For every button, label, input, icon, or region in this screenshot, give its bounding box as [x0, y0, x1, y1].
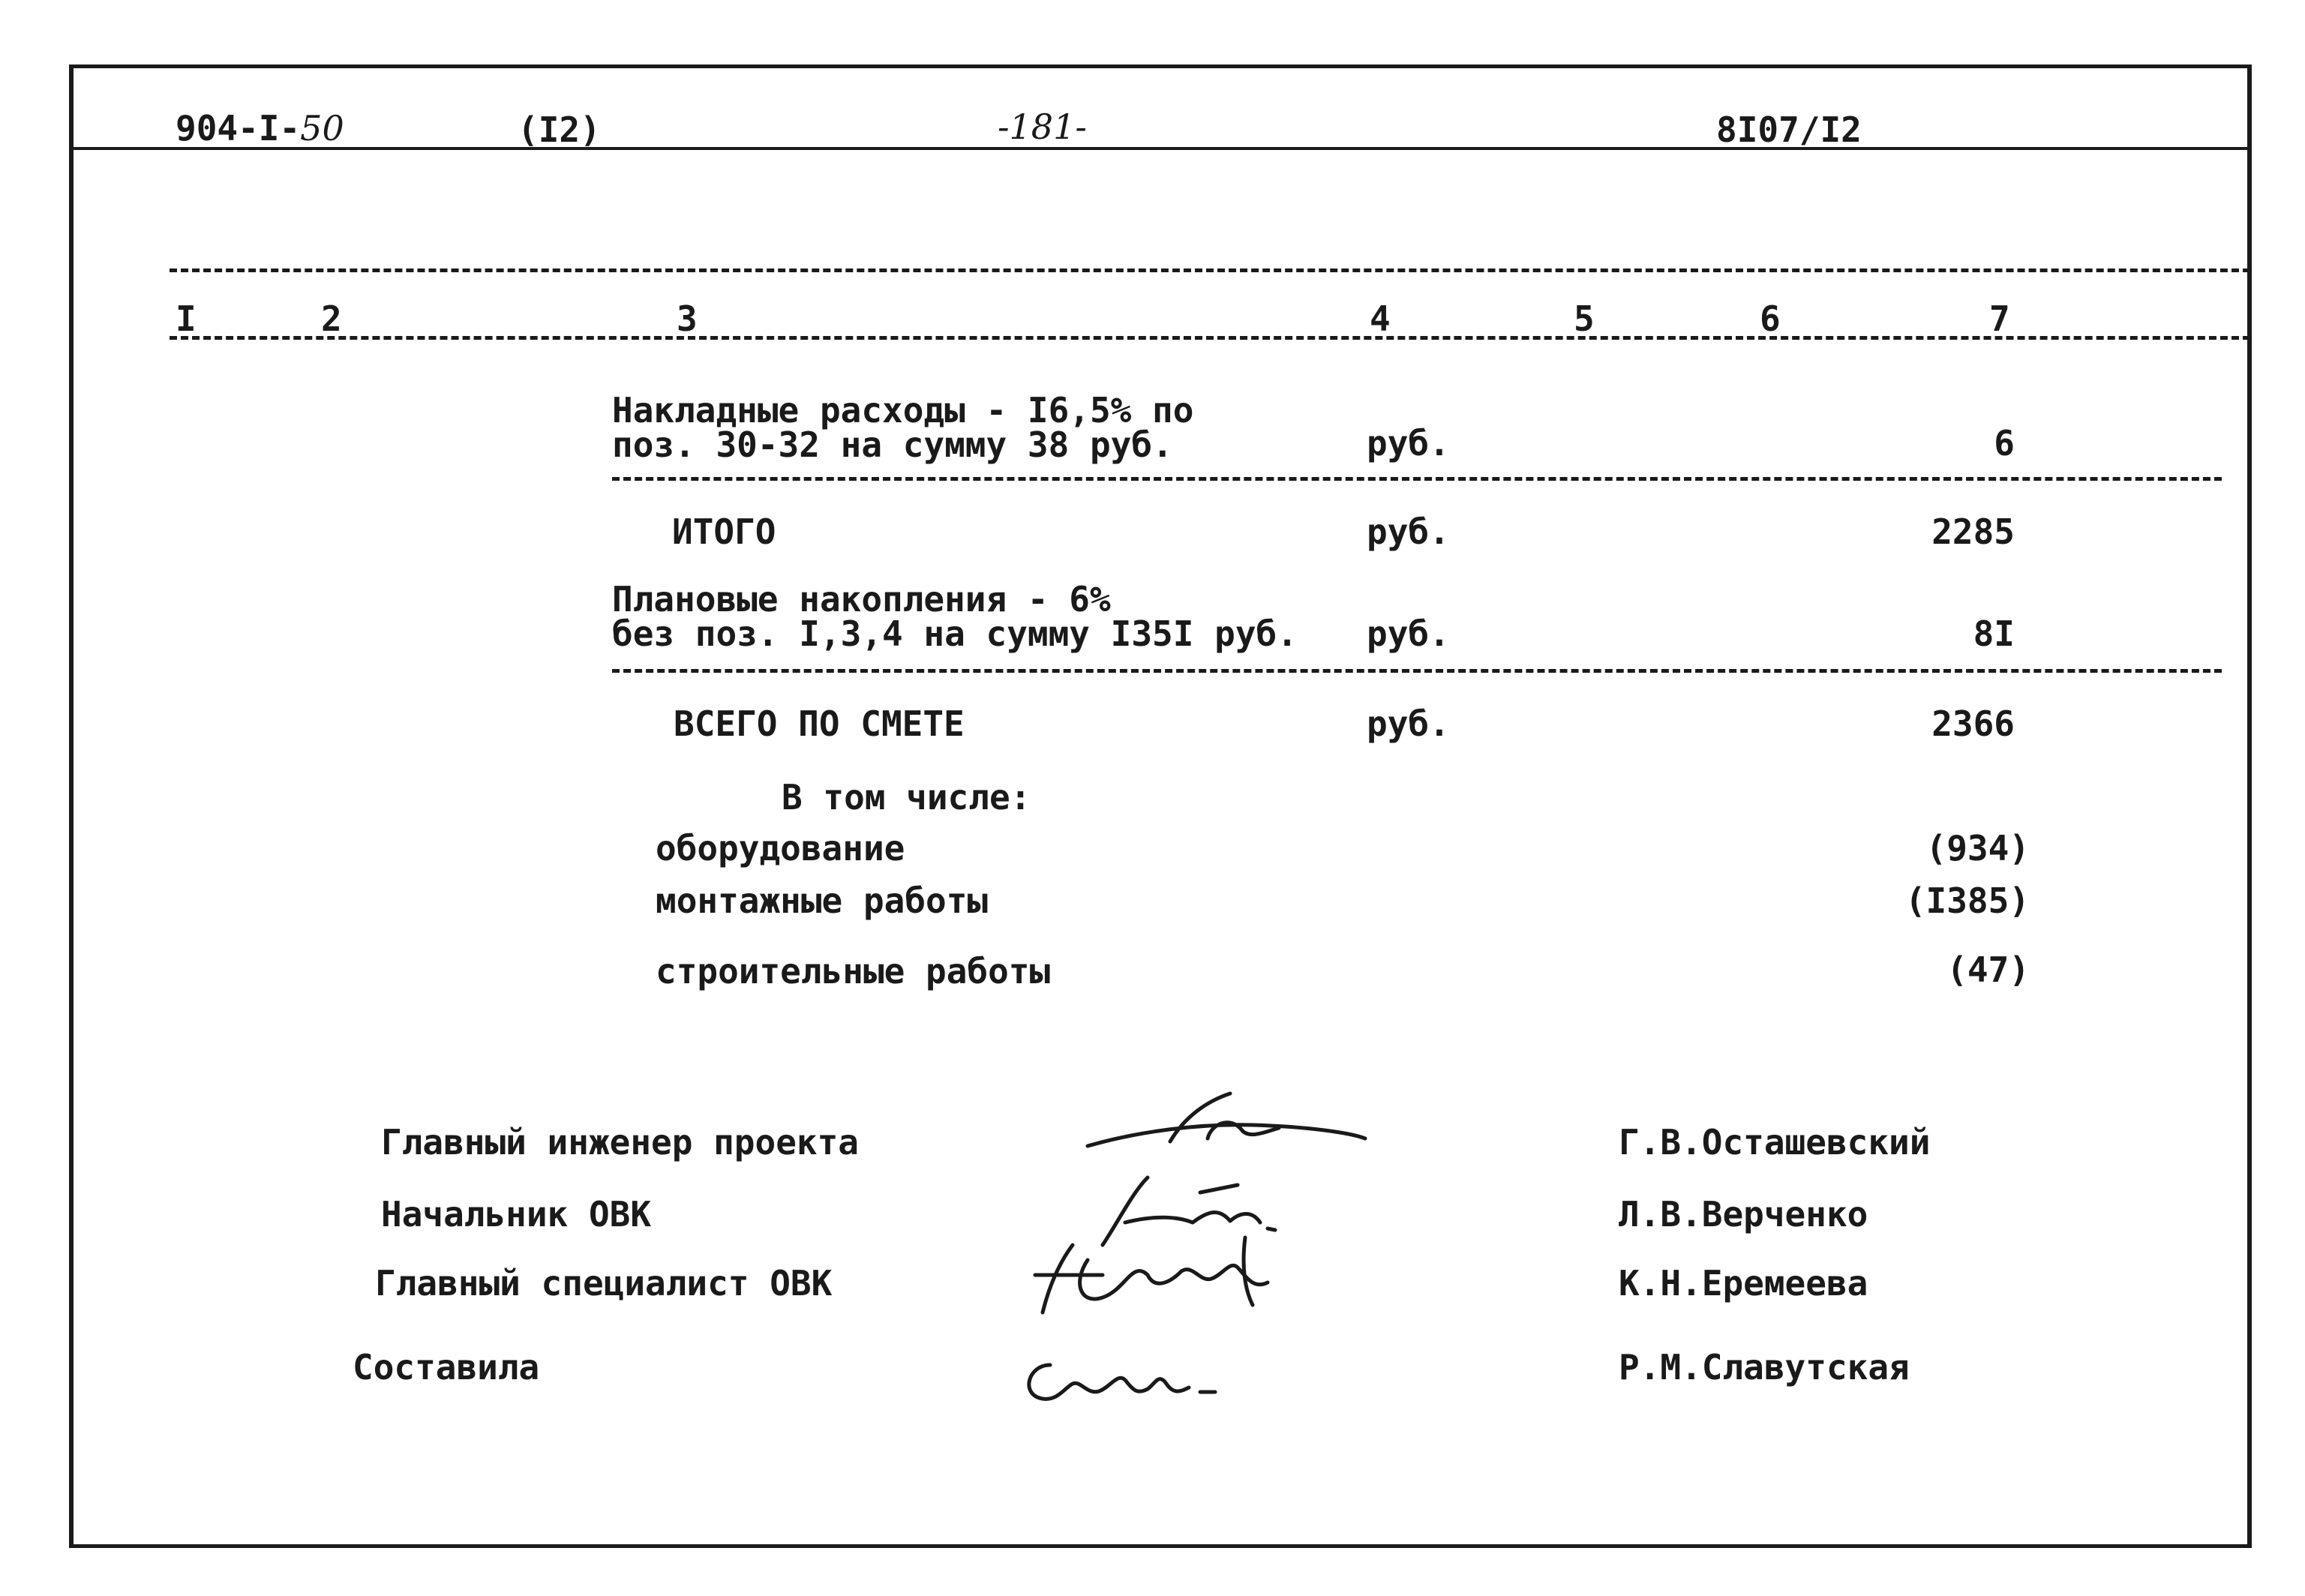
row-description-line: Накладные расходы - I6,5% по: [612, 390, 1194, 430]
column-number-6: 6: [1760, 298, 1781, 339]
column-number-2: 2: [321, 298, 342, 339]
table-row: [612, 390, 1194, 465]
breakdown-label: монтажные работы: [656, 880, 989, 921]
row-value: 6: [1994, 423, 2015, 464]
signature-role: Главный специалист ОВК: [375, 1263, 833, 1304]
row-description-line: Плановые накопления - 6%: [612, 579, 1111, 620]
signature-role: Начальник ОВК: [381, 1194, 652, 1234]
column-number-3: 3: [677, 298, 698, 339]
doc-code: [176, 108, 344, 148]
row-description-line: поз. 30-32 на сумму 38 руб.: [612, 424, 1173, 465]
column-number-7: 7: [1989, 298, 2010, 339]
column-number-4: 4: [1370, 298, 1391, 339]
breakdown-value: (I385): [1904, 880, 2030, 921]
row-value: 2285: [1931, 512, 2015, 552]
column-number-1: I: [176, 298, 197, 339]
row-unit: руб.: [1367, 704, 1450, 744]
column-header-top-rule: [170, 268, 2250, 272]
row-description-line: без поз. I,3,4 на сумму I35I руб.: [612, 614, 1298, 654]
row-description: ИТОГО: [672, 512, 776, 552]
signature-name: Л.В.Верченко: [1619, 1194, 1868, 1234]
row-separator: [612, 477, 2222, 481]
column-number-5: 5: [1574, 298, 1595, 339]
signature-name: Р.М.Славутская: [1619, 1347, 1910, 1388]
column-header-bottom-rule: [170, 336, 2250, 340]
header-rule: [69, 147, 2252, 150]
page-frame: [69, 64, 2252, 1548]
row-description: ВСЕГО ПО СМЕТЕ: [674, 704, 965, 744]
breakdown-value: (47): [1946, 950, 2030, 990]
part-number: (I2): [518, 110, 601, 150]
doc-code-prefix: 904-I-: [176, 108, 301, 148]
sheet-code: 8I07/I2: [1716, 110, 1862, 150]
signature-role: Составила: [353, 1347, 540, 1388]
breakdown-label: строительные работы: [656, 951, 1051, 992]
row-value: 2366: [1931, 704, 2015, 744]
row-unit: руб.: [1367, 423, 1450, 464]
breakdown-label: оборудование: [656, 828, 905, 868]
doc-code-handwritten: 50: [300, 108, 344, 148]
page-number: -181-: [998, 106, 1087, 147]
table-row: [612, 579, 1298, 654]
row-unit: руб.: [1367, 614, 1450, 654]
signature-role: Главный инженер проекта: [381, 1122, 859, 1162]
breakdown-value: (934): [1925, 828, 2030, 868]
signature-name: Г.В.Осташевский: [1619, 1122, 1931, 1162]
signature-name: К.Н.Еремеева: [1619, 1263, 1868, 1304]
breakdown-title: В том числе:: [782, 777, 1031, 818]
row-separator: [612, 669, 2222, 673]
row-value: 8I: [1973, 614, 2015, 654]
row-unit: руб.: [1367, 512, 1450, 552]
